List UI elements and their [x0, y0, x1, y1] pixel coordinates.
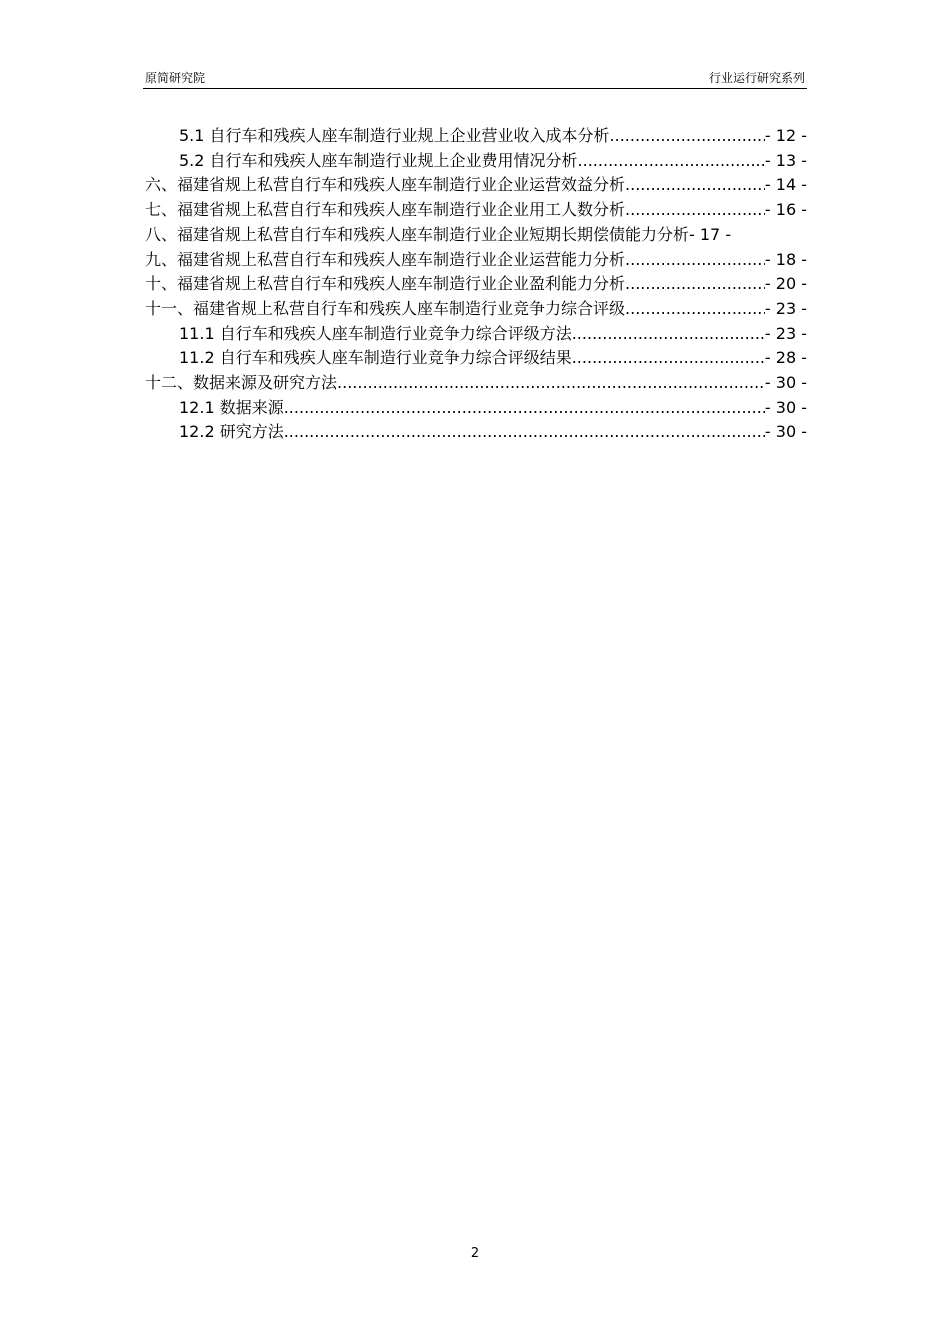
page-header [143, 70, 807, 89]
toc-leader-dots [337, 371, 765, 396]
toc-entry-title: 5.1 自行车和残疾人座车制造行业规上企业营业收入成本分析 [179, 126, 610, 145]
toc-entry[interactable] [145, 272, 807, 297]
toc-leader-dots [625, 272, 765, 297]
toc-entry-page: - 12 - [764, 126, 807, 145]
toc-entry-page: - 30 - [764, 422, 807, 442]
toc-entry-page: - 23 - [764, 298, 807, 318]
toc-entry[interactable] [145, 346, 807, 371]
toc-leader-dots [578, 149, 765, 174]
toc-entry[interactable] [145, 322, 807, 347]
toc-entry-page: - 28 - [764, 348, 807, 368]
toc-leader-dots [610, 124, 765, 149]
toc-leader-dots [572, 346, 765, 371]
toc-entry-page: - 30 - [764, 373, 807, 393]
header-series-name: 行业运行研究系列 [708, 71, 805, 85]
toc-entry[interactable] [145, 149, 807, 174]
page-number: 2 [470, 1246, 480, 1261]
toc-entry[interactable] [145, 297, 807, 322]
toc-leader-dots [284, 396, 765, 421]
toc-leader-dots [625, 198, 765, 223]
toc-entry-page: - 18 - [764, 249, 807, 269]
table-of-contents [145, 124, 807, 445]
toc-entry[interactable] [145, 173, 807, 198]
toc-entry-title: 11.2 自行车和残疾人座车制造行业竞争力综合评级结果 [179, 348, 572, 368]
toc-entry-title: 5.2 自行车和残疾人座车制造行业规上企业费用情况分析 [179, 150, 578, 170]
toc-entry-page: - 20 - [764, 274, 807, 294]
toc-leader-dots [572, 322, 765, 347]
toc-entry-page: - 30 - [764, 397, 807, 417]
toc-entry-page: - 23 - [764, 323, 807, 343]
toc-entry-title: 12.1 数据来源 [179, 397, 284, 417]
toc-entry-title: 十二、数据来源及研究方法 [145, 373, 338, 393]
toc-entry-title: 十、福建省规上私营自行车和残疾人座车制造行业企业盈利能力分析 [145, 274, 626, 294]
toc-entry-title: 八、福建省规上私营自行车和残疾人座车制造行业企业短期长期偿债能力分析 [145, 224, 690, 244]
toc-entry-page: - 13 - [764, 150, 807, 170]
toc-entry[interactable] [145, 371, 807, 396]
toc-entry-title: 七、福建省规上私营自行车和残疾人座车制造行业企业用工人数分析 [145, 200, 626, 220]
toc-entry-title: 九、福建省规上私营自行车和残疾人座车制造行业企业运营能力分析 [145, 249, 626, 269]
toc-entry-page: - 16 - [764, 200, 807, 220]
toc-leader-dots [625, 297, 765, 322]
toc-entry[interactable] [145, 396, 807, 421]
toc-entry[interactable] [145, 198, 807, 223]
toc-entry-page: - 17 - [689, 224, 732, 244]
toc-leader-dots [625, 248, 765, 273]
toc-entry-title: 十一、福建省规上私营自行车和残疾人座车制造行业竞争力综合评级 [145, 298, 626, 318]
toc-entry-title: 12.2 研究方法 [179, 422, 284, 442]
toc-entry-page: - 14 - [764, 175, 807, 195]
toc-leader-dots [625, 173, 765, 198]
toc-entry[interactable] [145, 124, 807, 149]
toc-entry-title: 11.1 自行车和残疾人座车制造行业竞争力综合评级方法 [179, 323, 572, 343]
header-org-name: 原简研究院 [145, 71, 206, 85]
toc-entry[interactable] [145, 248, 807, 273]
toc-entry[interactable] [145, 420, 807, 445]
toc-entry[interactable] [145, 223, 807, 248]
toc-entry-title: 六、福建省规上私营自行车和残疾人座车制造行业企业运营效益分析 [145, 175, 626, 195]
toc-leader-dots [284, 420, 765, 445]
